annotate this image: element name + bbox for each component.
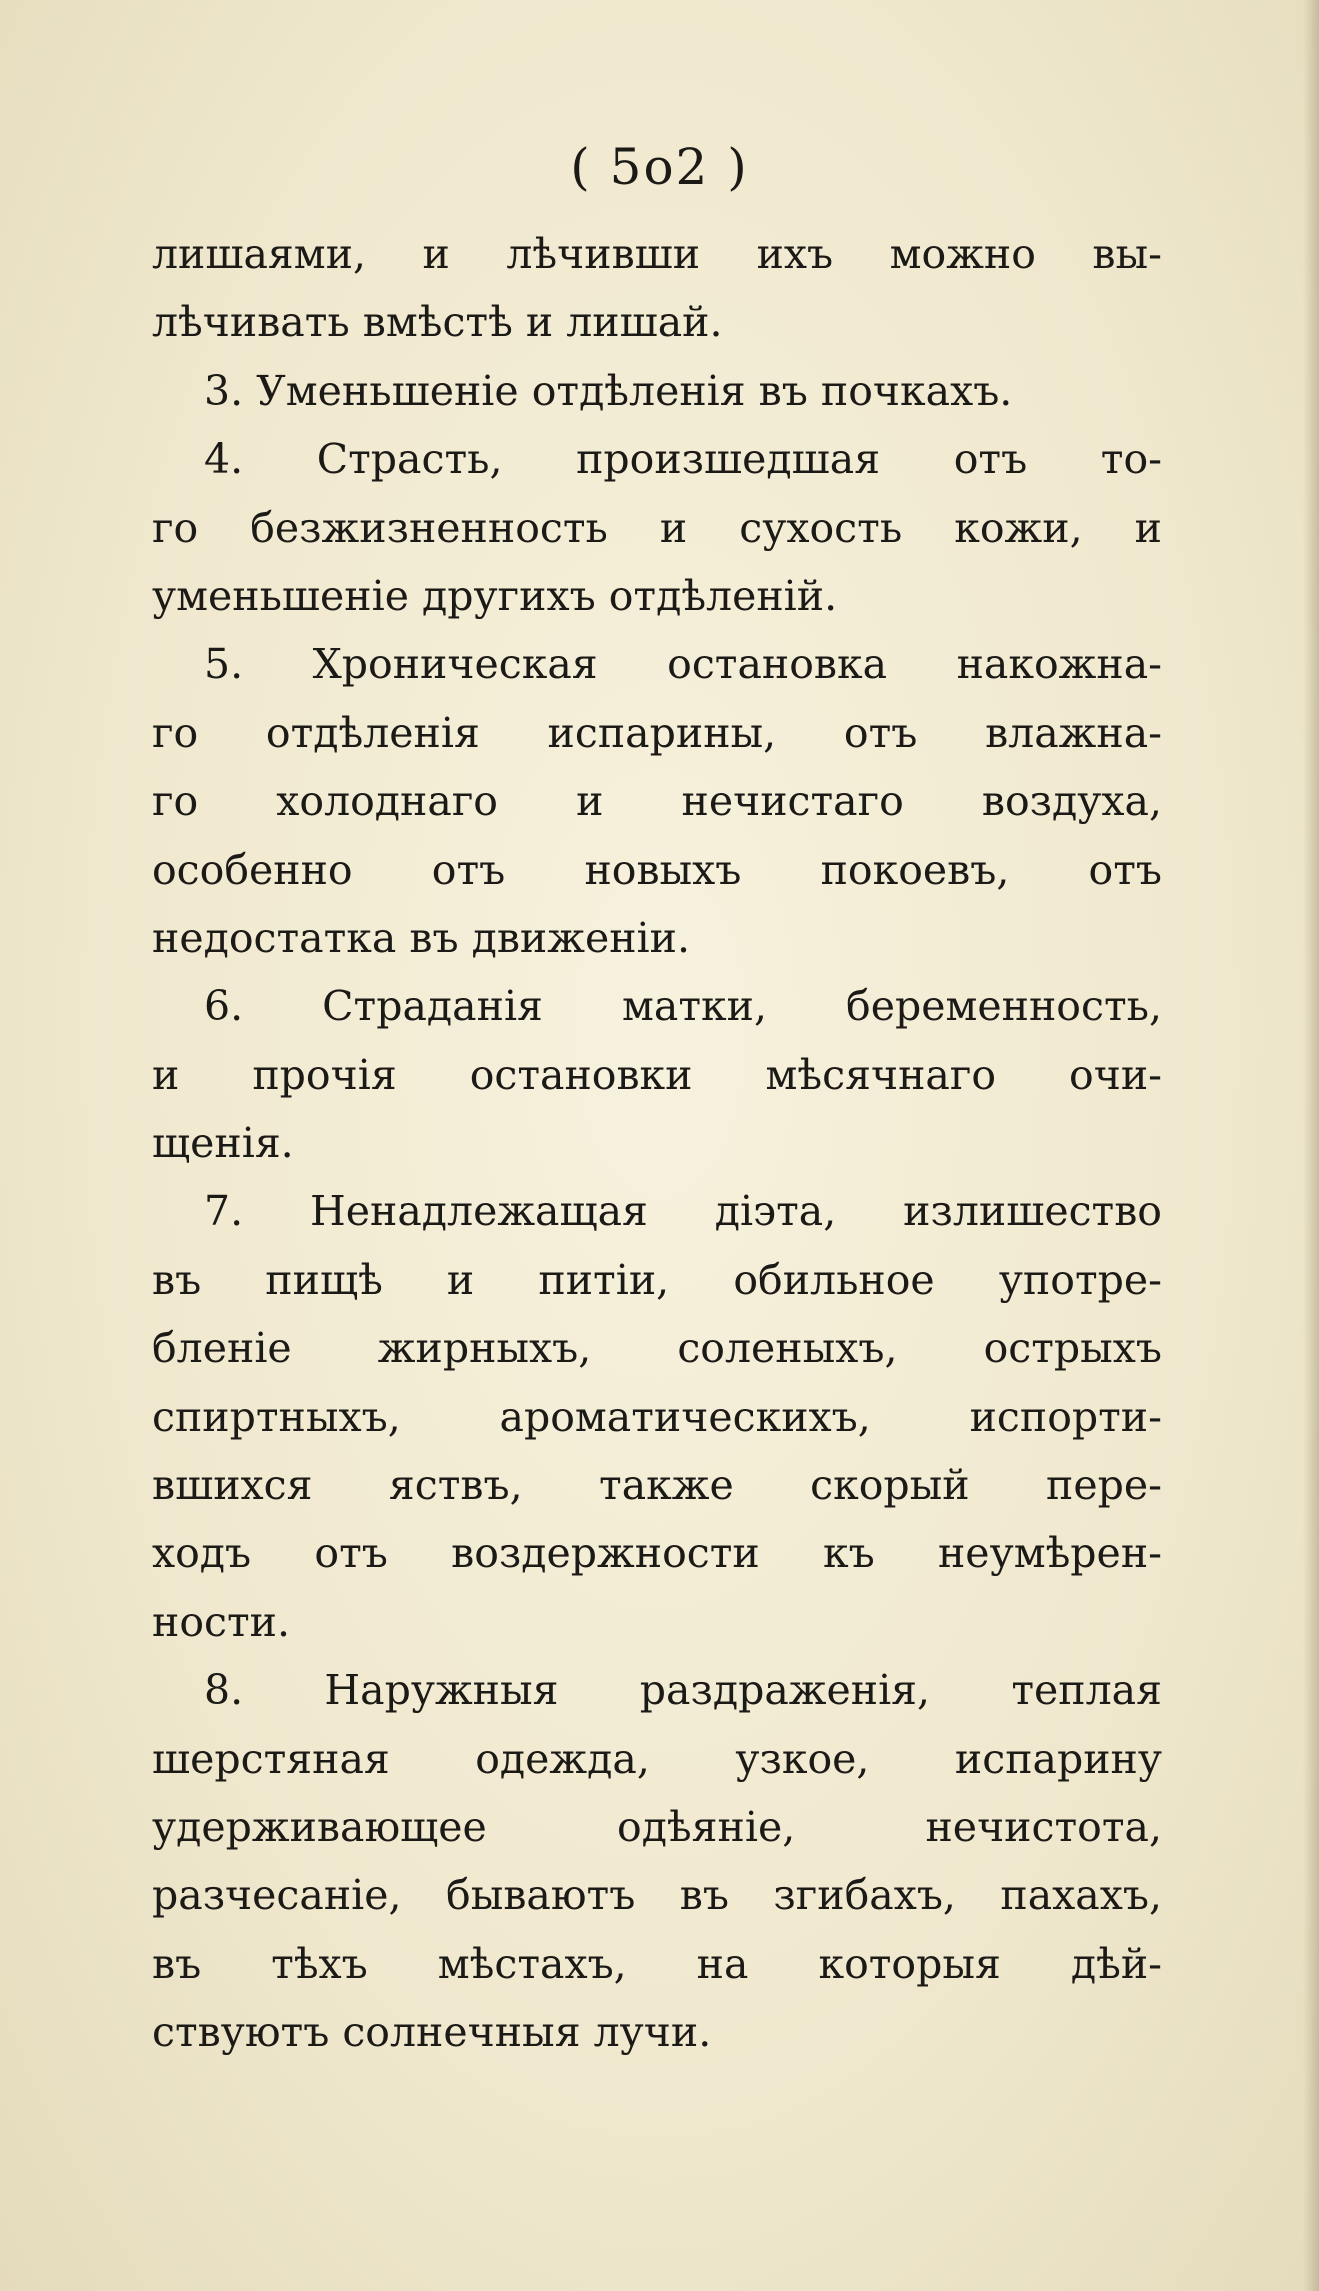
text-line: 8. Наружныя раздраженiя, теплая (204, 1666, 1162, 1715)
page-number: ( 5o2 ) (570, 138, 749, 196)
text-line: 7. Ненадлежащая дiэта, излишество (204, 1187, 1162, 1236)
text-line: 3. Уменьшенiе отдѣленiя въ почкахъ. (204, 366, 1013, 415)
text-line: особенно отъ новыхъ покоевъ, отъ (152, 845, 1162, 894)
text-line: въ пищѣ и питiи, обильное употре- (152, 1255, 1162, 1304)
text-line: разчесанiе, бываютъ въ згибахъ, пахахъ, (152, 1871, 1162, 1920)
text-line: ности. (152, 1597, 291, 1646)
text-line: 4. Страсть, произшедшая отъ то- (204, 435, 1162, 484)
text-line: го отдѣленiя испарины, отъ влажна- (152, 708, 1162, 757)
text-line: го безжизненность и сухость кожи, и (152, 503, 1162, 552)
text-line: лишаями, и лѣчивши ихъ можно вы- (152, 230, 1162, 278)
text-line: и прочiя остановки мѣсячнаго очи- (152, 1050, 1162, 1099)
text-line: го холоднаго и нечистаго воздуха, (152, 777, 1162, 826)
text-line: ходъ отъ воздержности къ неумѣрен- (152, 1529, 1162, 1578)
text-line: шерстяная одежда, узкое, испарину (152, 1734, 1162, 1783)
page-text (152, 220, 1162, 2067)
text-line: спиртныхъ, ароматическихъ, испорти- (152, 1392, 1162, 1441)
text-line: удерживающее одѣянiе, нечистота, (152, 1802, 1162, 1851)
text-line: лѣчивать вмѣстѣ и лишай. (152, 298, 723, 347)
text-line: бленiе жирныхъ, соленыхъ, острыхъ (152, 1324, 1162, 1373)
text-line: недостатка въ движенiи. (152, 913, 691, 962)
text-line: щенiя. (152, 1119, 294, 1168)
text-line: въ тѣхъ мѣстахъ, на которыя дѣй- (152, 1939, 1162, 1988)
text-line: ствуютъ солнечныя лучи. (152, 2008, 712, 2057)
text-line: уменьшенiе другихъ отдѣленiй. (152, 571, 838, 620)
text-line: 6. Страданiя матки, беременность, (204, 982, 1162, 1031)
text-line: вшихся яствъ, также скорый пере- (152, 1461, 1162, 1510)
page-edge-shadow (1303, 0, 1319, 2291)
text-line: 5. Хроническая остановка накожна- (204, 640, 1162, 689)
